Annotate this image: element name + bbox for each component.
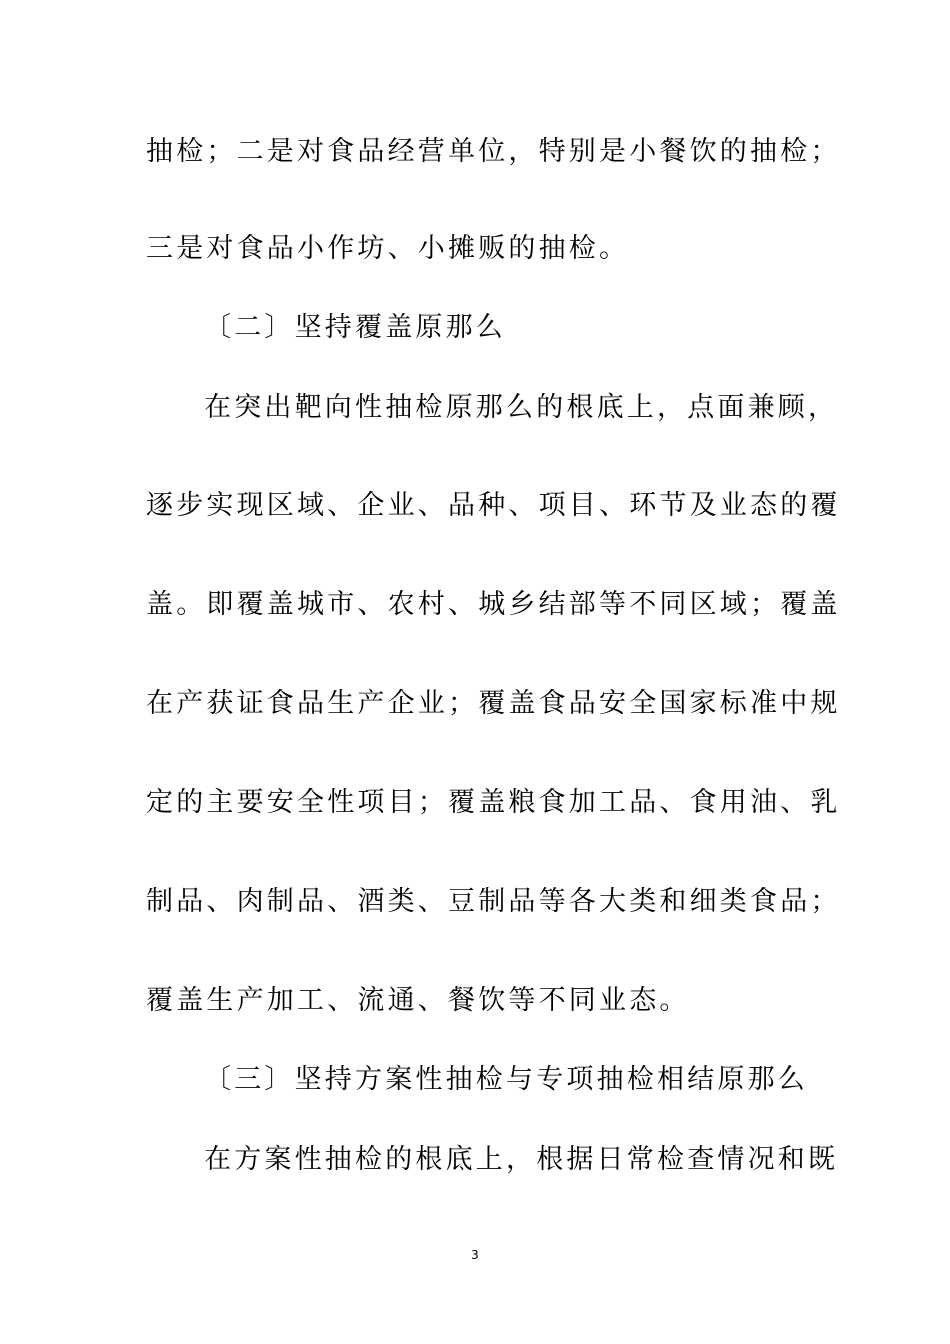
text-line-8: 定的主要安全性项目；覆盖粮食加工品、食用油、乳: [146, 787, 841, 818]
text-line-10: 覆盖生产加工、流通、餐饮等不同业态。: [146, 985, 690, 1016]
text-line-4: 在突出靶向性抽检原那么的根底上，点面兼顾，: [204, 392, 839, 423]
text-line-6: 盖。即覆盖城市、农村、城乡结部等不同区域；覆盖: [146, 589, 841, 620]
text-line-7: 在产获证食品生产企业；覆盖食品安全国家标准中规: [146, 688, 841, 719]
text-line-1: 抽检；二是对食品经营单位，特别是小餐饮的抽检；: [146, 136, 841, 167]
section-heading-3: 〔三〕坚持方案性抽检与专项抽检相结原那么: [204, 1064, 808, 1095]
text-line-2: 三是对食品小作坊、小摊贩的抽检。: [146, 233, 630, 264]
section-heading-2: 〔二〕坚持覆盖原那么: [204, 312, 506, 343]
text-line-9: 制品、肉制品、酒类、豆制品等各大类和细类食品；: [146, 886, 841, 917]
text-line-5: 逐步实现区域、企业、品种、项目、环节及业态的覆: [146, 490, 841, 521]
page-number: 3: [471, 1248, 479, 1262]
text-line-12: 在方案性抽检的根底上，根据日常检查情况和既: [204, 1144, 839, 1175]
